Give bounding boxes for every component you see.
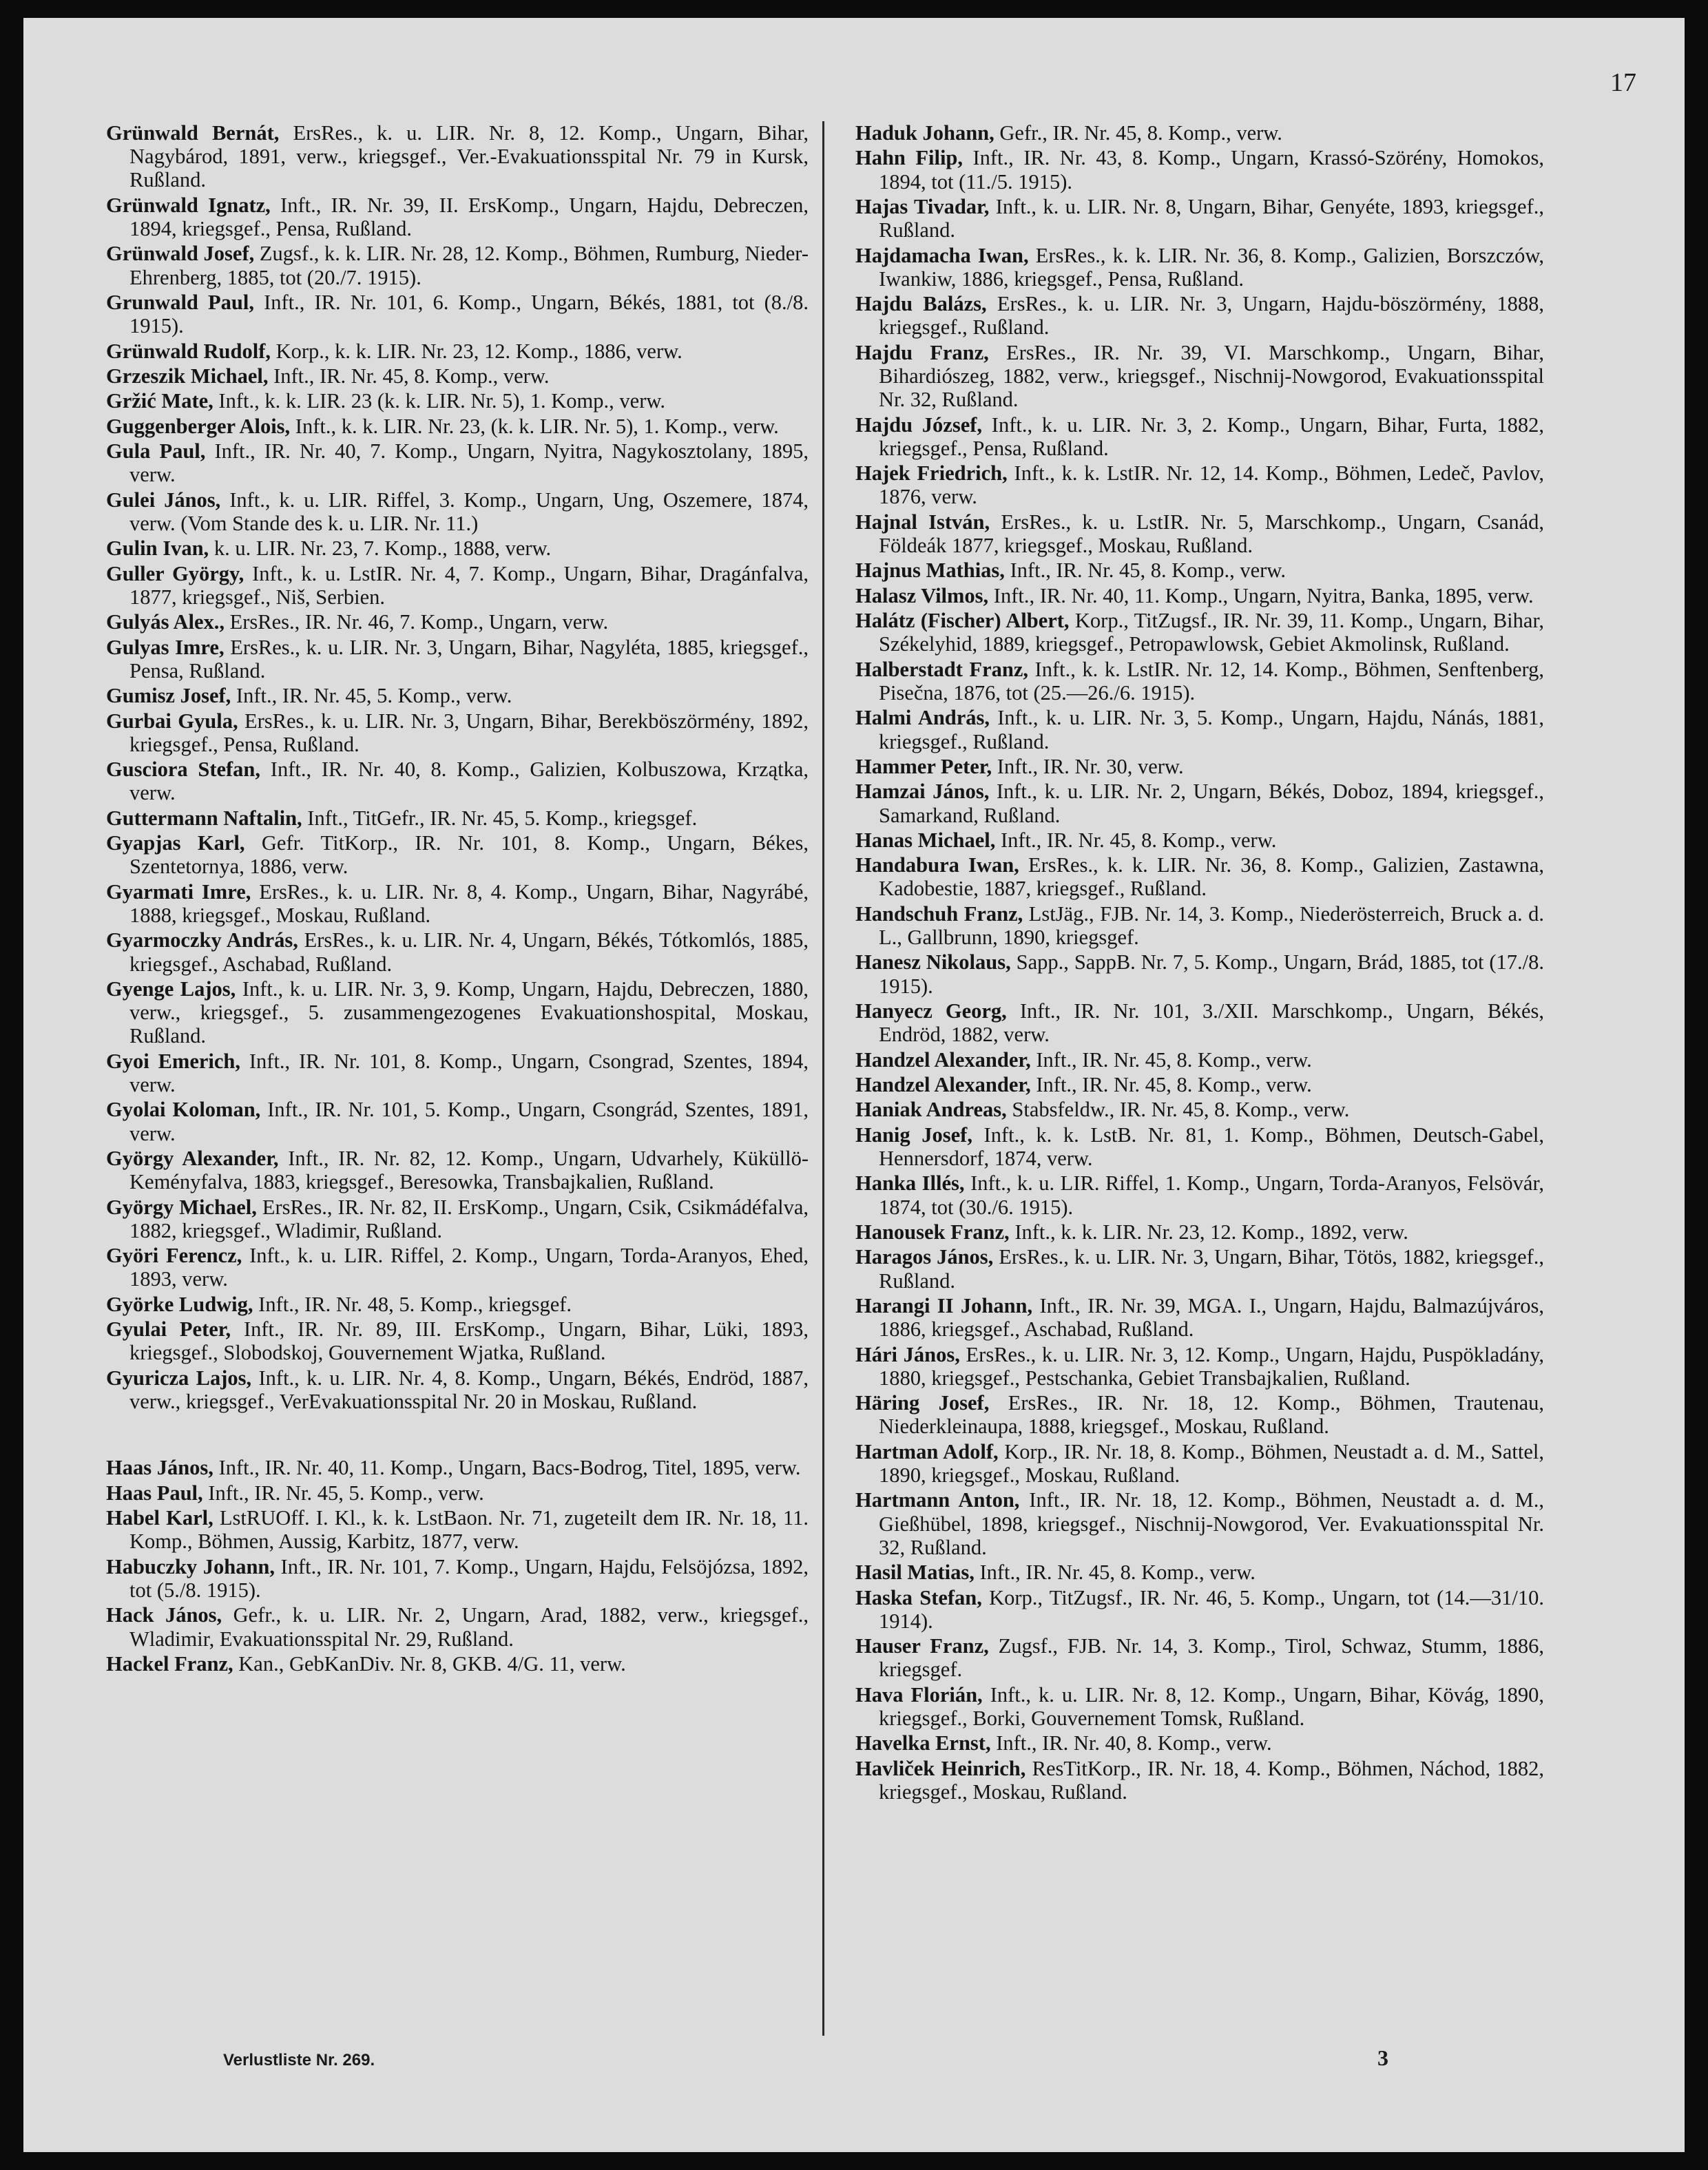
- list-entry: [106, 536, 809, 560]
- entry-details: Inft., k. u. LIR. Riffel, 3. Komp., Ungarn, Ung, Oszemere, 1874, verw. (Vom Stande des k. u. LIR. Nr. 11.): [129, 488, 809, 535]
- entry-name: Habel Karl,: [106, 1506, 214, 1530]
- list-entry: [106, 831, 809, 878]
- list-entry: [855, 121, 1544, 145]
- entry-details: Inft., IR. Nr. 101, 6. Komp., Ungarn, Békés, 1881, tot (8./8. 1915).: [129, 290, 809, 338]
- entry-details: Inft., IR. Nr. 40, 8. Komp., Galizien, Kolbuszowa, Krzątka, verw.: [129, 758, 809, 805]
- entry-details: Inft., k. u. LIR. Nr. 3, 5. Komp., Ungarn, Hajdu, Nánás, 1881, kriegsgef., Rußland.: [879, 706, 1544, 753]
- entry-name: Gusciora Stefan,: [106, 758, 261, 782]
- list-entry: [855, 1391, 1544, 1438]
- entry-details: Inft., IR. Nr. 40, 8. Komp., verw.: [996, 1731, 1272, 1755]
- entry-details: ErsRes., k. u. LIR. Nr. 3, Ungarn, Bihar, Berekböszörmény, 1892, kriegsgef., Pensa, Rußland.: [129, 709, 809, 756]
- entry-details: Inft., IR. Nr. 40, 11. Komp., Ungarn, Nyitra, Banka, 1895, verw.: [993, 583, 1534, 607]
- document-page: [23, 18, 1685, 2152]
- entry-name: Hackel Franz,: [106, 1651, 233, 1676]
- list-entry: [855, 559, 1544, 582]
- list-entry: [106, 1456, 809, 1479]
- entry-name: Grünwald Josef,: [106, 242, 255, 266]
- list-entry: [855, 341, 1544, 412]
- list-entry: [855, 146, 1544, 193]
- entry-name: Halmi András,: [855, 706, 990, 730]
- list-entry: [106, 880, 809, 927]
- list-entry: [106, 636, 809, 682]
- list-entry: [855, 902, 1544, 949]
- entry-details: Korp., TitZugsf., IR. Nr. 39, 11. Komp., Ungarn, Bihar, Székelyhid, 1889, kriegsgef., Petropawlowsk, Gebiet Akmolinsk, Rußland.: [879, 609, 1544, 656]
- entry-details: Inft., IR. Nr. 45, 5. Komp., verw.: [208, 1481, 484, 1505]
- entry-details: Inft., IR. Nr. 45, 8. Komp., verw.: [1036, 1073, 1312, 1097]
- entry-details: Inft., IR. Nr. 48, 5. Komp., kriegsgef.: [258, 1292, 572, 1316]
- list-entry: [855, 1683, 1544, 1730]
- list-entry: [855, 292, 1544, 339]
- entry-details: Inft., k. k. LIR. 23 (k. k. LIR. Nr. 5), 1. Komp., verw.: [218, 389, 666, 413]
- entry-name: Hanka Illés,: [855, 1171, 965, 1196]
- entry-details: Stabsfeldw., IR. Nr. 45, 8. Komp., verw.: [1012, 1098, 1350, 1122]
- entry-details: Korp., TitZugsf., IR. Nr. 46, 5. Komp., Ungarn, tot (14.—31/10. 1914).: [879, 1585, 1544, 1633]
- entry-name: György Alexander,: [106, 1147, 279, 1171]
- list-entry: [855, 195, 1544, 242]
- list-entry: [855, 950, 1544, 997]
- entry-name: Haas Paul,: [106, 1481, 203, 1505]
- entry-name: Hári János,: [855, 1342, 960, 1366]
- entry-details: Inft., IR. Nr. 45, 8. Komp., verw.: [1010, 559, 1286, 583]
- signature-mark: 3: [1377, 2045, 1388, 2070]
- entry-name: Gulei János,: [106, 488, 221, 512]
- entry-name: Havliček Heinrich,: [855, 1756, 1026, 1780]
- list-entry: [855, 244, 1544, 291]
- list-entry: [855, 828, 1544, 852]
- entry-details: ErsRes., k. k. LIR. Nr. 36, 8. Komp., Galizien, Borszczów, Iwankiw, 1886, kriegsgef., Pensa, Rußland.: [879, 243, 1545, 291]
- entry-name: Gyapjas Karl,: [106, 831, 245, 855]
- list-entry: [855, 584, 1544, 607]
- entry-details: Inft., k. u. LIR. Nr. 3, 2. Komp., Ungarn, Bihar, Furta, 1882, kriegsgef., Pensa, Rußland.: [879, 413, 1544, 460]
- entry-name: Handschuh Franz,: [855, 901, 1023, 926]
- entry-details: Gefr. TitKorp., IR. Nr. 101, 8. Komp., Ungarn, Békes, Szentetornya, 1886, verw.: [129, 831, 809, 879]
- entry-details: Inft., IR. Nr. 18, 12. Komp., Böhmen, Neustadt a. d. M., Gießhübel, 1898, kriegsgef., Nischnij-Nowgorod, Ver. Evakuationsspital Nr. 32, Rußland.: [879, 1488, 1545, 1559]
- list-entry: [106, 364, 809, 388]
- entry-name: Haduk Johann,: [855, 121, 994, 145]
- entry-name: Hajek Friedrich,: [855, 461, 1008, 486]
- list-entry: [855, 1440, 1544, 1487]
- list-entry: [855, 413, 1544, 460]
- entry-details: Inft., k. u. LIR. Nr. 2, Ungarn, Békés, Doboz, 1894, kriegsgef., Samarkand, Rußland.: [879, 780, 1544, 827]
- entry-details: Inft., IR. Nr. 45, 8. Komp., verw.: [1036, 1047, 1312, 1072]
- entry-details: Inft., k. u. LIR. Nr. 3, 9. Komp, Ungarn, Hajdu, Debreczen, 1880, verw., kriegsgef., 5. zusammengezogenes Evakuationshospital, Moskau, Rußland.: [129, 977, 809, 1048]
- list-entry: [106, 1147, 809, 1193]
- entry-details: LstRUOff. I. Kl., k. k. LstBaon. Nr. 71, zugeteilt dem IR. Nr. 18, 11. Komp., Böhmen, Aussig, Karbitz, 1877, verw.: [129, 1506, 809, 1554]
- list-entry: [855, 999, 1544, 1046]
- entry-name: Gyenge Lajos,: [106, 977, 236, 1001]
- entry-name: Haska Stefan,: [855, 1585, 982, 1609]
- entry-details: Zugsf., FJB. Nr. 14, 3. Komp., Tirol, Schwaz, Stumm, 1886, kriegsgef.: [879, 1634, 1544, 1682]
- entry-details: Gefr., IR. Nr. 45, 8. Komp., verw.: [999, 121, 1282, 145]
- list-entry: [855, 1488, 1544, 1559]
- entry-name: Hauser Franz,: [855, 1634, 989, 1658]
- page-number: 17: [1610, 68, 1636, 97]
- list-entry: [855, 461, 1544, 508]
- list-entry: [855, 1343, 1544, 1390]
- entry-name: Havelka Ernst,: [855, 1731, 991, 1755]
- list-entry: [855, 1048, 1544, 1072]
- entry-details: Inft., k. k. LIR. Nr. 23, 12. Komp., 1892, verw.: [1014, 1220, 1408, 1244]
- entry-details: ErsRes., IR. Nr. 18, 12. Komp., Böhmen, Trautenau, Niederkleinaupa, 1888, kriegsgef., Moskau, Rußland.: [879, 1391, 1545, 1439]
- list-entry: [855, 1245, 1544, 1292]
- entry-name: Hajdu Balázs,: [855, 292, 987, 316]
- entry-details: ErsRes., k. u. LIR. Nr. 8, 4. Komp., Ungarn, Bihar, Nagyrábé, 1888, kriegsgef., Moskau, Rußland.: [129, 879, 809, 928]
- entry-name: Hamzai János,: [855, 780, 990, 804]
- entry-details: ResTitKorp., IR. Nr. 18, 4. Komp., Böhmen, Náchod, 1882, kriegsgef., Moskau, Rußland.: [879, 1756, 1544, 1804]
- entry-name: Habuczky Johann,: [106, 1554, 275, 1578]
- list-entry: [106, 562, 809, 609]
- list-entry: [855, 1220, 1544, 1244]
- list-entry: [855, 1561, 1544, 1584]
- entry-details: Inft., k. u. LIR. Nr. 8, Ungarn, Bihar, Genyéte, 1893, kriegsgef., Rußland.: [879, 194, 1544, 242]
- list-entry: [106, 684, 809, 707]
- entry-name: Grünwald Rudolf,: [106, 339, 271, 363]
- list-entry: [106, 977, 809, 1048]
- entry-name: Guller György,: [106, 561, 244, 585]
- list-entry: [855, 1634, 1544, 1681]
- entry-details: Inft., IR. Nr. 45, 8. Komp., verw.: [273, 364, 550, 388]
- left-column-h-entries: [106, 1456, 809, 1676]
- entry-name: Hajdu Franz,: [855, 340, 989, 364]
- list-entry: [106, 1652, 809, 1676]
- entry-name: Handabura Iwan,: [855, 853, 1019, 877]
- list-entry: [106, 439, 809, 486]
- entry-name: Hanesz Nikolaus,: [855, 950, 1011, 974]
- entry-details: ErsRes., k. u. LIR. Nr. 3, Ungarn, Bihar, Tötös, 1882, kriegsgef., Rußland.: [879, 1245, 1545, 1293]
- entry-details: ErsRes., k. u. LstIR. Nr. 5, Marschkomp., Ungarn, Csanád, Földeák 1877, kriegsgef., Moskau, Rußland.: [879, 510, 1544, 557]
- entry-details: ErsRes., IR. Nr. 46, 7. Komp., Ungarn, verw.: [229, 610, 609, 634]
- list-entry: [106, 1098, 809, 1145]
- entry-name: Hahn Filip,: [855, 146, 963, 170]
- right-column: [855, 121, 1544, 1805]
- right-column-h-entries: [855, 121, 1544, 1804]
- entry-name: Hajnus Mathias,: [855, 559, 1005, 583]
- entry-details: Korp., IR. Nr. 18, 8. Komp., Böhmen, Neustadt a. d. M., Sattel, 1890, kriegsgef., Moskau, Rußland.: [879, 1439, 1544, 1487]
- column-divider: [822, 121, 824, 2036]
- entry-name: Hack János,: [106, 1603, 222, 1627]
- list-entry: [106, 709, 809, 756]
- list-entry: [855, 1123, 1544, 1170]
- entry-name: Gurbai Gyula,: [106, 709, 238, 733]
- list-entry: [106, 1555, 809, 1602]
- entry-details: Inft., k. u. LIR. Nr. 8, 12. Komp., Ungarn, Bihar, Kövág, 1890, kriegsgef., Borki, Gouvernement Tomsk, Rußland.: [879, 1682, 1544, 1730]
- entry-name: Handzel Alexander,: [855, 1073, 1031, 1097]
- entry-name: Harangi II Johann,: [855, 1294, 1033, 1317]
- entry-name: Grunwald Paul,: [106, 290, 254, 314]
- entry-details: Inft., IR. Nr. 43, 8. Komp., Ungarn, Krassó-Szörény, Homokos, 1894, tot (11./5. 1915).: [879, 146, 1544, 194]
- entry-name: Halasz Vilmos,: [855, 583, 989, 607]
- entry-details: Inft., IR. Nr. 39, MGA. I., Ungarn, Hajdu, Balmazújváros, 1886, kriegsgef., Aschabad, Rußland.: [879, 1294, 1544, 1342]
- entry-name: Hajdamacha Iwan,: [855, 243, 1029, 267]
- entry-details: Inft., k. k. LstB. Nr. 81, 1. Komp., Böhmen, Deutsch-Gabel, Hennersdorf, 1874, verw.: [879, 1123, 1544, 1171]
- list-entry: [106, 1603, 809, 1650]
- entry-details: ErsRes., k. u. LIR. Nr. 3, Ungarn, Bihar, Nagyléta, 1885, kriegsgef., Pensa, Rußland.: [129, 635, 809, 682]
- entry-name: Györke Ludwig,: [106, 1292, 253, 1316]
- list-entry: [106, 1293, 809, 1316]
- list-entry: [106, 1317, 809, 1364]
- entry-name: Grünwald Ignatz,: [106, 193, 271, 217]
- list-entry: [106, 1481, 809, 1505]
- entry-name: Hanyecz Georg,: [855, 999, 1007, 1023]
- entry-name: Gyoi Emerich,: [106, 1049, 240, 1073]
- entry-details: ErsRes., IR. Nr. 39, VI. Marschkomp., Ungarn, Bihar, Bihardiószeg, 1882, verw., kriegsgef., Nischnij-Nowgorod, Evakuationsspital Nr. 32, Rußland.: [879, 340, 1544, 412]
- entry-details: Inft., IR. Nr. 45, 5. Komp., verw.: [236, 684, 512, 708]
- entry-name: Häring Josef,: [855, 1391, 990, 1415]
- entry-details: Inft., IR. Nr. 101, 3./XII. Marschkomp., Ungarn, Békés, Endröd, 1882, verw.: [879, 999, 1545, 1047]
- entry-name: Gulyas Imre,: [106, 635, 225, 659]
- entry-details: Inft., k. k. LIR. Nr. 23, (k. k. LIR. Nr. 5), 1. Komp., verw.: [295, 414, 779, 438]
- list-entry: [106, 758, 809, 804]
- entry-name: Hasil Matias,: [855, 1561, 975, 1585]
- entry-details: Inft., k. u. LIR. Riffel, 1. Komp., Ungarn, Torda-Aranyos, Felsövár, 1874, tot (30./6. 1915).: [879, 1171, 1545, 1219]
- list-entry: [106, 1050, 809, 1096]
- list-entry: [106, 1506, 809, 1553]
- entry-details: Inft., IR. Nr. 40, 7. Komp., Ungarn, Nyitra, Nagykosztolany, 1895, verw.: [129, 439, 809, 487]
- list-entry: [855, 510, 1544, 557]
- entry-details: Inft., IR. Nr. 30, verw.: [997, 754, 1184, 778]
- entry-details: ErsRes., k. k. LIR. Nr. 36, 8. Komp., Galizien, Zastawna, Kadobestie, 1887, kriegsgef., Rußland.: [879, 853, 1544, 901]
- list-entry: [106, 194, 809, 240]
- list-entry: [855, 1757, 1544, 1804]
- entry-name: Grzeszik Michael,: [106, 364, 269, 388]
- entry-details: Inft., k. k. LstIR. Nr. 12, 14. Komp., Böhmen, Ledeč, Pavlov, 1876, verw.: [879, 461, 1545, 509]
- list-entry: [855, 1731, 1544, 1755]
- entry-details: Inft., k. u. LIR. Riffel, 2. Komp., Ungarn, Torda-Aranyos, Ehed, 1893, verw.: [129, 1244, 809, 1291]
- entry-details: Inft., IR. Nr. 39, II. ErsKomp., Ungarn, Hajdu, Debreczen, 1894, kriegsgef., Pensa, Rußland.: [129, 193, 809, 240]
- list-entry: [855, 755, 1544, 778]
- list-entry: [855, 1586, 1544, 1633]
- entry-name: Gula Paul,: [106, 439, 206, 463]
- list-entry: [106, 415, 809, 438]
- entry-name: Gulin Ivan,: [106, 536, 209, 561]
- list-entry: [106, 928, 809, 975]
- list-entry: [106, 806, 809, 830]
- entry-name: Handzel Alexander,: [855, 1047, 1031, 1072]
- entry-name: Hanousek Franz,: [855, 1220, 1010, 1244]
- list-entry: [855, 1171, 1544, 1218]
- entry-details: Gefr., k. u. LIR. Nr. 2, Ungarn, Arad, 1882, verw., kriegsgef., Wladimir, Evakuationsspital Nr. 29, Rußland.: [129, 1603, 809, 1651]
- entry-details: Inft., IR. Nr. 101, 5. Komp., Ungarn, Csongrád, Szentes, 1891, verw.: [129, 1098, 809, 1145]
- entry-details: k. u. LIR. Nr. 23, 7. Komp., 1888, verw.: [214, 536, 552, 561]
- entry-name: Hartman Adolf,: [855, 1439, 999, 1463]
- entry-name: Gyuricza Lajos,: [106, 1366, 252, 1390]
- list-entry: [855, 853, 1544, 900]
- entry-details: Inft., k. u. LIR. Nr. 4, 8. Komp., Ungarn, Békés, Endröd, 1887, verw., kriegsgef., VerEvakuationsspital Nr. 20 in Moskau, Rußland.: [129, 1366, 809, 1413]
- list-entry: [855, 1073, 1544, 1096]
- list-entry: [106, 488, 809, 535]
- entry-name: Gyarmati Imre,: [106, 879, 251, 904]
- entry-details: Inft., IR. Nr. 40, 11. Komp., Ungarn, Bacs-Bodrog, Titel, 1895, verw.: [218, 1456, 801, 1480]
- entry-details: ErsRes., k. u. LIR. Nr. 3, Ungarn, Hajdu-böszörmény, 1888, kriegsgef., Rußland.: [879, 292, 1545, 340]
- entry-details: ErsRes., IR. Nr. 82, II. ErsKomp., Ungarn, Csik, Csikmádéfalva, 1882, kriegsgef., Wladimir, Rußland.: [129, 1195, 809, 1242]
- entry-details: Inft., IR. Nr. 89, III. ErsKomp., Ungarn, Bihar, Lüki, 1893, kriegsgef., Slobodskoj, Gouvernement Wjatka, Rußland.: [129, 1317, 809, 1365]
- entry-name: Hammer Peter,: [855, 754, 992, 778]
- section-gap: [106, 1415, 809, 1456]
- entry-name: Hajas Tivadar,: [855, 194, 990, 218]
- entry-name: Halátz (Fischer) Albert,: [855, 609, 1070, 633]
- entry-details: Kan., GebKanDiv. Nr. 8, GKB. 4/G. 11, verw.: [238, 1651, 626, 1676]
- entry-name: Hartmann Anton,: [855, 1488, 1020, 1512]
- entry-name: Haas János,: [106, 1456, 214, 1480]
- left-column: [106, 121, 809, 1677]
- entry-name: Halberstadt Franz,: [855, 657, 1028, 681]
- list-entry: [106, 610, 809, 634]
- entry-details: Inft., IR. Nr. 82, 12. Komp., Ungarn, Udvarhely, Küküllö-Keményfalva, 1883, kriegsgef., Beresowka, Transbajkalien, Rußland.: [129, 1147, 809, 1194]
- list-entry: [106, 242, 809, 289]
- list-entry: [855, 609, 1544, 656]
- entry-details: LstJäg., FJB. Nr. 14, 3. Komp., Niederösterreich, Bruck a. d. L., Gallbrunn, 1890, kriegsgef.: [879, 901, 1545, 950]
- page-footer: Verlustliste Nr. 269.: [223, 2051, 375, 2069]
- list-entry: [106, 1196, 809, 1242]
- entry-name: Hanas Michael,: [855, 828, 996, 852]
- entry-name: Hajdu József,: [855, 413, 983, 437]
- entry-name: Hava Florián,: [855, 1682, 983, 1707]
- entry-details: Inft., TitGefr., IR. Nr. 45, 5. Komp., kriegsgef.: [307, 806, 698, 830]
- entry-details: ErsRes., k. u. LIR. Nr. 4, Ungarn, Békés, Tótkomlós, 1885, kriegsgef., Aschabad, Rußland.: [129, 928, 809, 976]
- entry-details: Zugsf., k. k. LIR. Nr. 28, 12. Komp., Böhmen, Rumburg, Nieder-Ehrenberg, 1885, tot (20./7. 1915).: [129, 242, 809, 289]
- list-entry: [855, 780, 1544, 826]
- entry-details: Inft., IR. Nr. 101, 7. Komp., Ungarn, Hajdu, Felsöjózsa, 1892, tot (5./8. 1915).: [129, 1554, 809, 1602]
- entry-details: Inft., IR. Nr. 45, 8. Komp., verw.: [979, 1561, 1256, 1585]
- entry-details: Inft., k. k. LstIR. Nr. 12, 14. Komp., Böhmen, Senftenberg, Pisečna, 1876, tot (25.—26./6. 1915).: [879, 657, 1544, 705]
- entry-name: Haragos János,: [855, 1245, 994, 1269]
- entry-name: György Michael,: [106, 1195, 257, 1219]
- entry-details: Inft., IR. Nr. 45, 8. Komp., verw.: [1000, 828, 1277, 852]
- entry-name: Gulyás Alex.,: [106, 610, 225, 634]
- entry-details: Inft., IR. Nr. 101, 8. Komp., Ungarn, Csongrad, Szentes, 1894, verw.: [129, 1049, 809, 1097]
- list-entry: [855, 1098, 1544, 1121]
- list-entry: [106, 389, 809, 413]
- list-entry: [106, 291, 809, 337]
- entry-name: Grünwald Bernát,: [106, 121, 280, 145]
- entry-name: Guttermann Naftalin,: [106, 806, 302, 830]
- entry-name: Haniak Andreas,: [855, 1098, 1007, 1122]
- list-entry: [106, 1366, 809, 1413]
- entry-name: Gyarmoczky András,: [106, 928, 298, 952]
- entry-name: Guggenberger Alois,: [106, 414, 291, 438]
- entry-name: Gržić Mate,: [106, 389, 214, 413]
- list-entry: [855, 658, 1544, 705]
- entry-name: Györi Ferencz,: [106, 1244, 242, 1268]
- list-entry: [855, 706, 1544, 753]
- entry-details: Inft., k. u. LstIR. Nr. 4, 7. Komp., Ungarn, Bihar, Dragánfalva, 1877, kriegsgef., Niš, Serbien.: [129, 561, 809, 609]
- left-column-g-entries: [106, 121, 809, 1413]
- list-entry: [106, 340, 809, 363]
- list-entry: [106, 121, 809, 192]
- entry-details: Korp., k. k. LIR. Nr. 23, 12. Komp., 1886, verw.: [275, 339, 683, 363]
- list-entry: [106, 1244, 809, 1291]
- entry-details: ErsRes., k. u. LIR. Nr. 3, 12. Komp., Ungarn, Hajdu, Puspökladány, 1880, kriegsgef., Pestschanka, Gebiet Transbajkalien, Rußland.: [879, 1342, 1544, 1390]
- entry-details: Sapp., SappB. Nr. 7, 5. Komp., Ungarn, Brád, 1885, tot (17./8. 1915).: [879, 950, 1545, 998]
- entry-name: Gyulai Peter,: [106, 1317, 231, 1342]
- entry-details: ErsRes., k. u. LIR. Nr. 8, 12. Komp., Ungarn, Bihar, Nagybárod, 1891, verw., kriegsgef., Ver.-Evakuationsspital Nr. 79 in Kursk, Rußland.: [129, 121, 809, 192]
- entry-name: Gyolai Koloman,: [106, 1098, 261, 1122]
- list-entry: [855, 1294, 1544, 1341]
- entry-name: Hanig Josef,: [855, 1123, 972, 1147]
- entry-name: Hajnal István,: [855, 510, 990, 534]
- entry-name: Gumisz Josef,: [106, 684, 231, 708]
